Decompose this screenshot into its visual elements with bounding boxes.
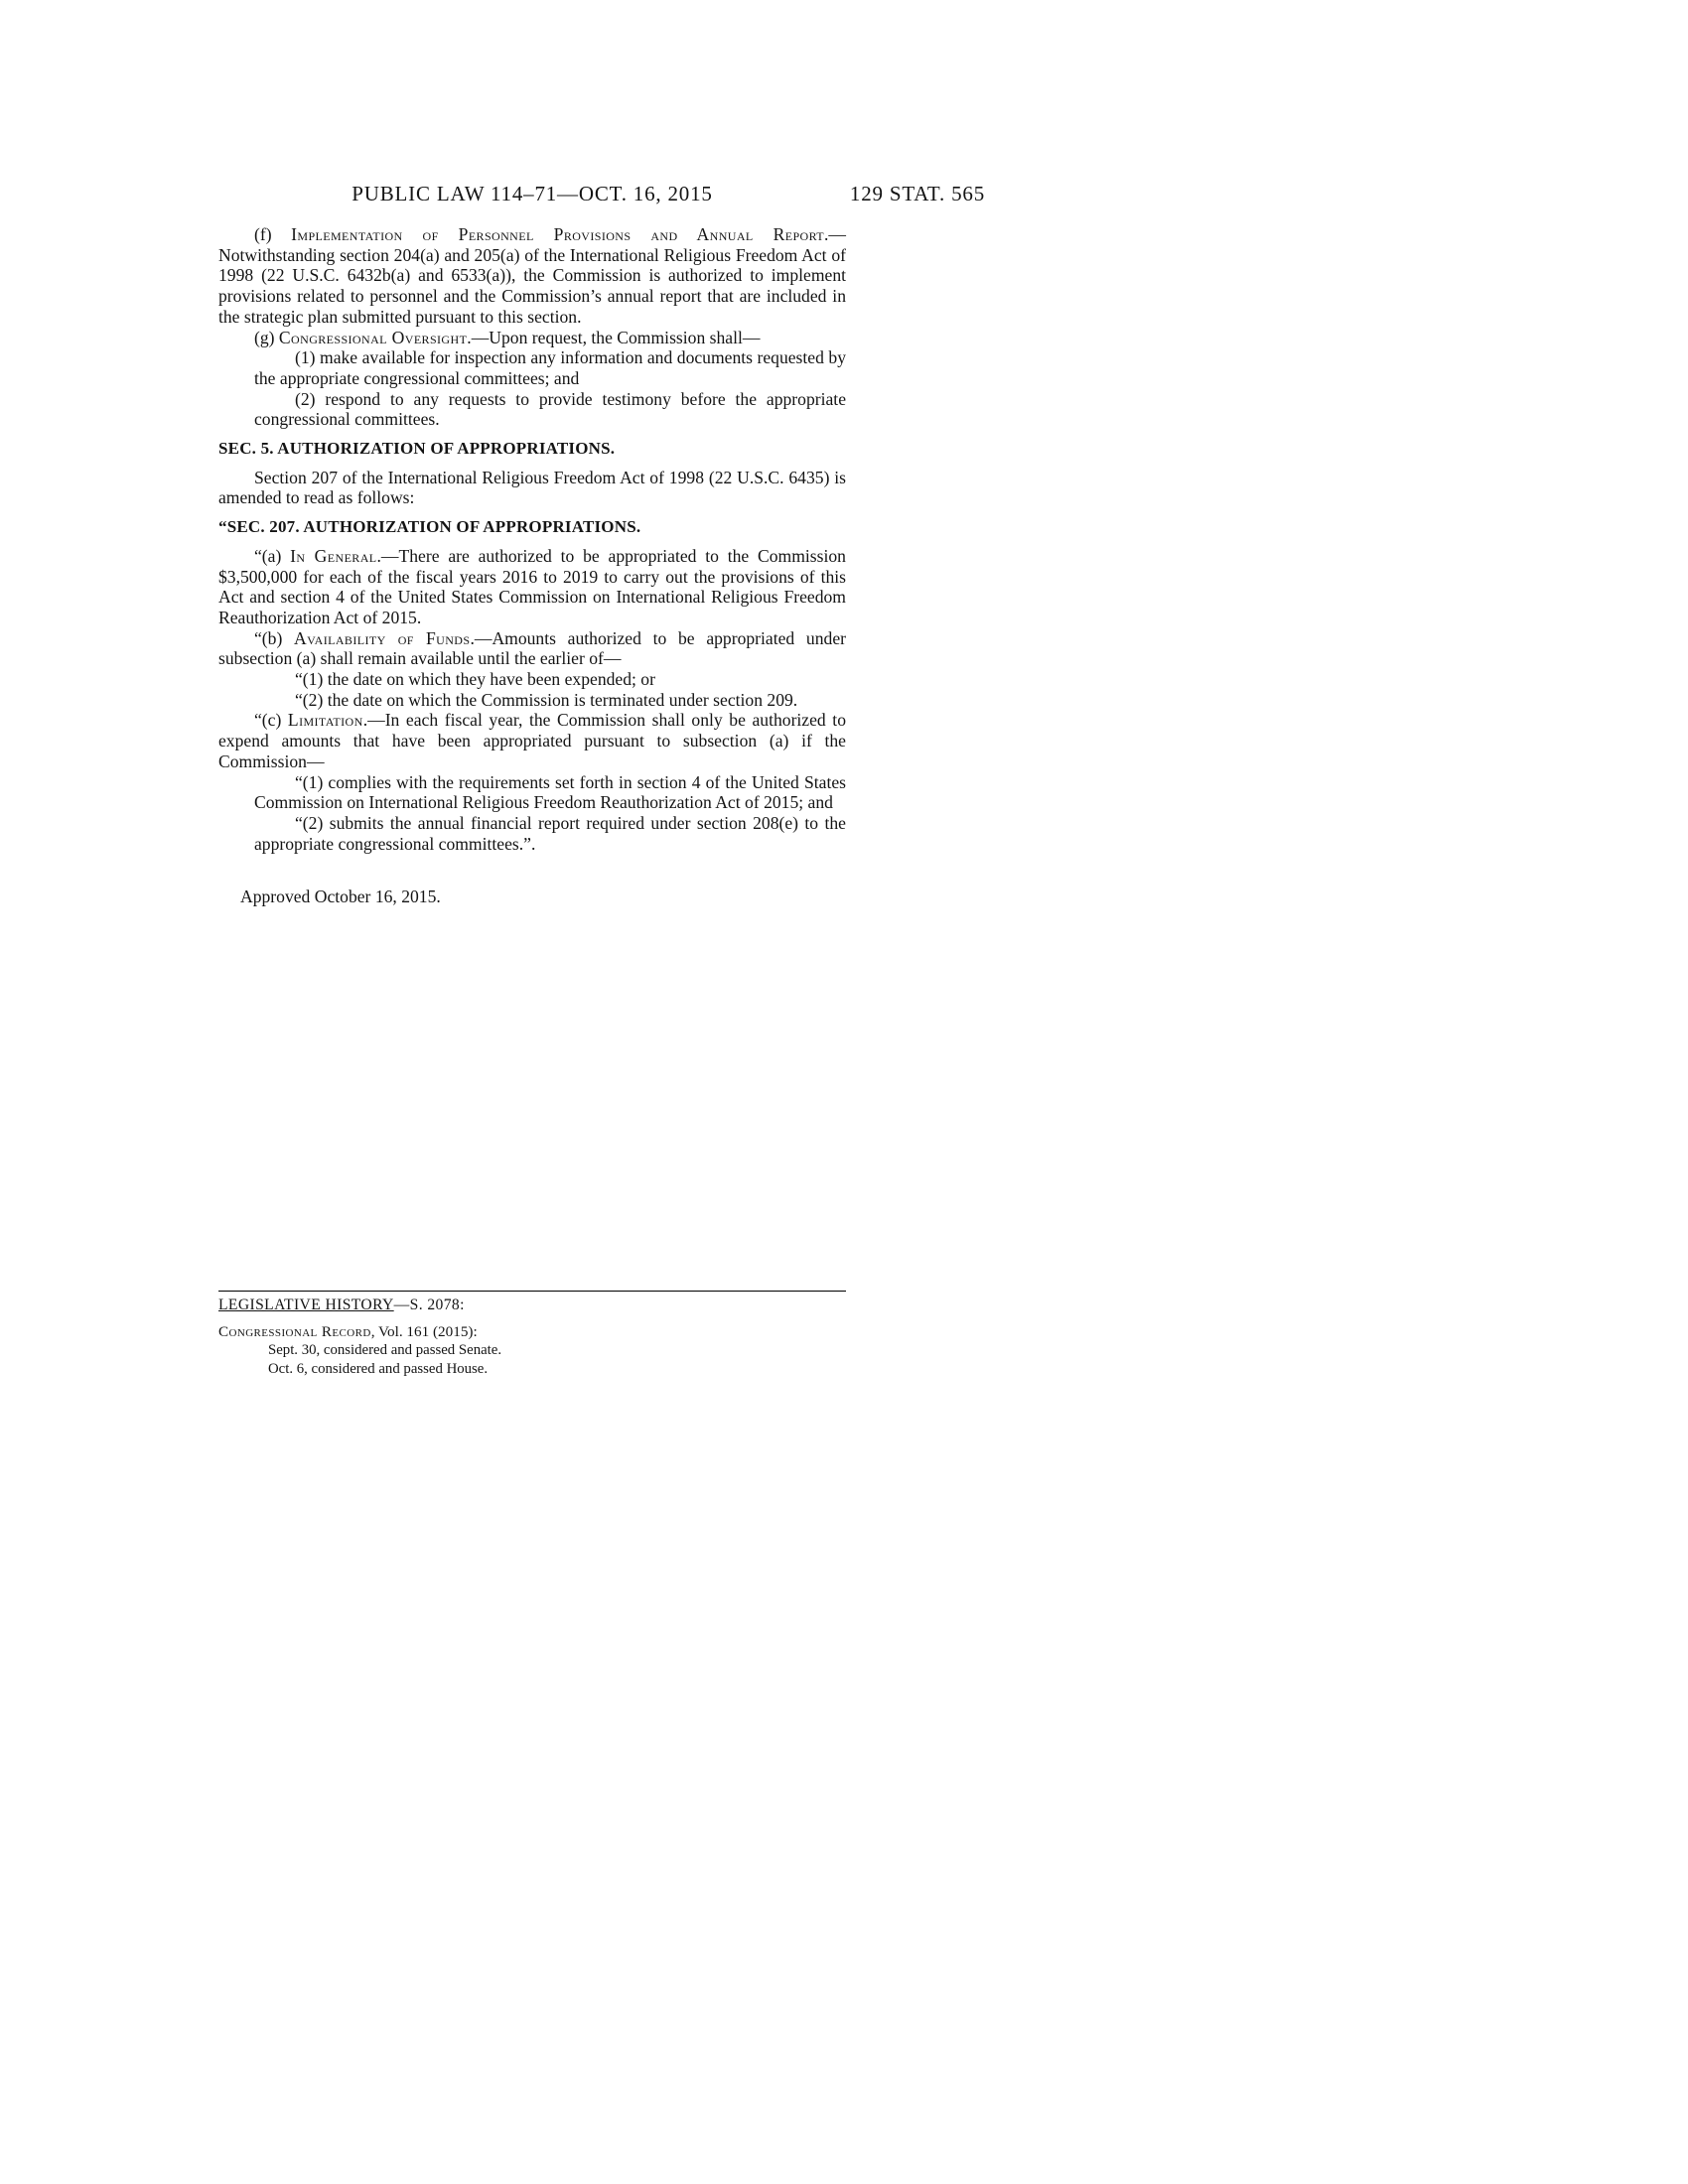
paragraph-list [218, 224, 846, 854]
congressional-record-line [218, 1323, 846, 1341]
smallcaps-run: Availability of Funds [294, 627, 471, 648]
stat-page-number: 129 STAT. 565 [849, 182, 985, 205]
text-run: “(2) the date on which the Commission is terminated under section 209. [295, 689, 798, 710]
text-run: (1) make available for inspection any information and documents requested by the appropriate congressional committees; and [254, 347, 846, 388]
paragraph [254, 669, 846, 690]
page-header [218, 182, 985, 209]
text-run: .—In each fiscal year, the Commission shall only be authorized to expend amounts that have been appropriated pursuant to subsection (a) if the Commission— [218, 710, 846, 771]
paragraph [254, 347, 846, 388]
document-body [218, 224, 846, 907]
legislative-history-entry: Sept. 30, considered and passed Senate. [268, 1342, 502, 1358]
paragraph [218, 546, 846, 628]
text-run: .—Amounts authorized to be appropriated under subsection (a) shall remain available until the earlier of— [218, 627, 846, 669]
paragraph [218, 710, 846, 771]
paragraph [218, 328, 846, 348]
text-run: “(c) [254, 710, 288, 731]
text-run: “(2) submits the annual financial report required under section 208(e) to the appropriate congressional committees.”. [254, 812, 846, 854]
paragraph [254, 690, 846, 711]
paragraph [254, 772, 846, 813]
approved-line: Approved October 16, 2015. [240, 887, 441, 907]
section-heading [218, 439, 846, 460]
text-run: .—Notwithstanding section 204(a) and 205(a) of the International Religious Freedom Act of 1998 (22 U.S.C. 6432b(a) and 6533(a)), the Commission is authorized to implement provisions related to personnel and the Commission’s annual report that are included in the strategic plan submitted pursuant to this section. [218, 224, 846, 327]
text-run: “(1) the date on which they have been expended; or [295, 669, 655, 690]
legislative-history-entry: Oct. 6, considered and passed House. [268, 1360, 489, 1377]
text-run: SEC. 5. AUTHORIZATION OF APPROPRIATIONS. [218, 439, 616, 459]
legislative-history-title: LEGISLATIVE HISTORY [218, 1297, 394, 1313]
paragraph [218, 628, 846, 669]
paragraph [254, 813, 846, 854]
legislative-history-bill: —S. 2078: [393, 1297, 465, 1313]
smallcaps-run: Congressional Oversight [278, 327, 468, 347]
text-run: (2) respond to any requests to provide testimony before the appropriate congressional committees. [254, 388, 846, 430]
smallcaps-run: Limitation [287, 710, 363, 731]
text-run: “SEC. 207. AUTHORIZATION OF APPROPRIATIONS. [218, 517, 641, 537]
text-run: (f) [254, 224, 292, 244]
running-head-title: PUBLIC LAW 114–71—OCT. 16, 2015 [352, 182, 713, 205]
text-run: “(1) complies with the requirements set forth in section 4 of the United States Commission on International Religious Freedom Reauthorization Act of 2015; and [254, 771, 846, 813]
legislative-history-rule [218, 1291, 846, 1292]
text-run: .—There are authorized to be appropriated to the Commission $3,500,000 for each of the fiscal years 2016 to 2019 to carry out the provisions of this Act and section 4 of the United States Commission on International Religious Freedom Reauthorization Act of 2015. [218, 545, 846, 627]
legislative-history-heading [218, 1297, 846, 1314]
paragraph [254, 389, 846, 430]
paragraph [218, 468, 846, 508]
section-heading [218, 517, 846, 538]
text-run: .—Upon request, the Commission shall— [467, 327, 761, 347]
text-run: “(b) [254, 627, 295, 648]
congressional-record-volume: , Vol. 161 (2015): [370, 1323, 478, 1340]
smallcaps-run: Implementation of Personnel Provisions and Annual Report [291, 224, 824, 244]
smallcaps-run: In General [290, 545, 377, 566]
legislative-history [218, 1291, 846, 1378]
paragraph [218, 224, 846, 328]
congressional-record-title: Congressional Record [218, 1323, 371, 1340]
text-run: “(a) [254, 545, 291, 566]
text-run: (g) [254, 327, 279, 347]
text-run: Section 207 of the International Religious Freedom Act of 1998 (22 U.S.C. 6435) is amended to read as follows: [218, 467, 846, 508]
